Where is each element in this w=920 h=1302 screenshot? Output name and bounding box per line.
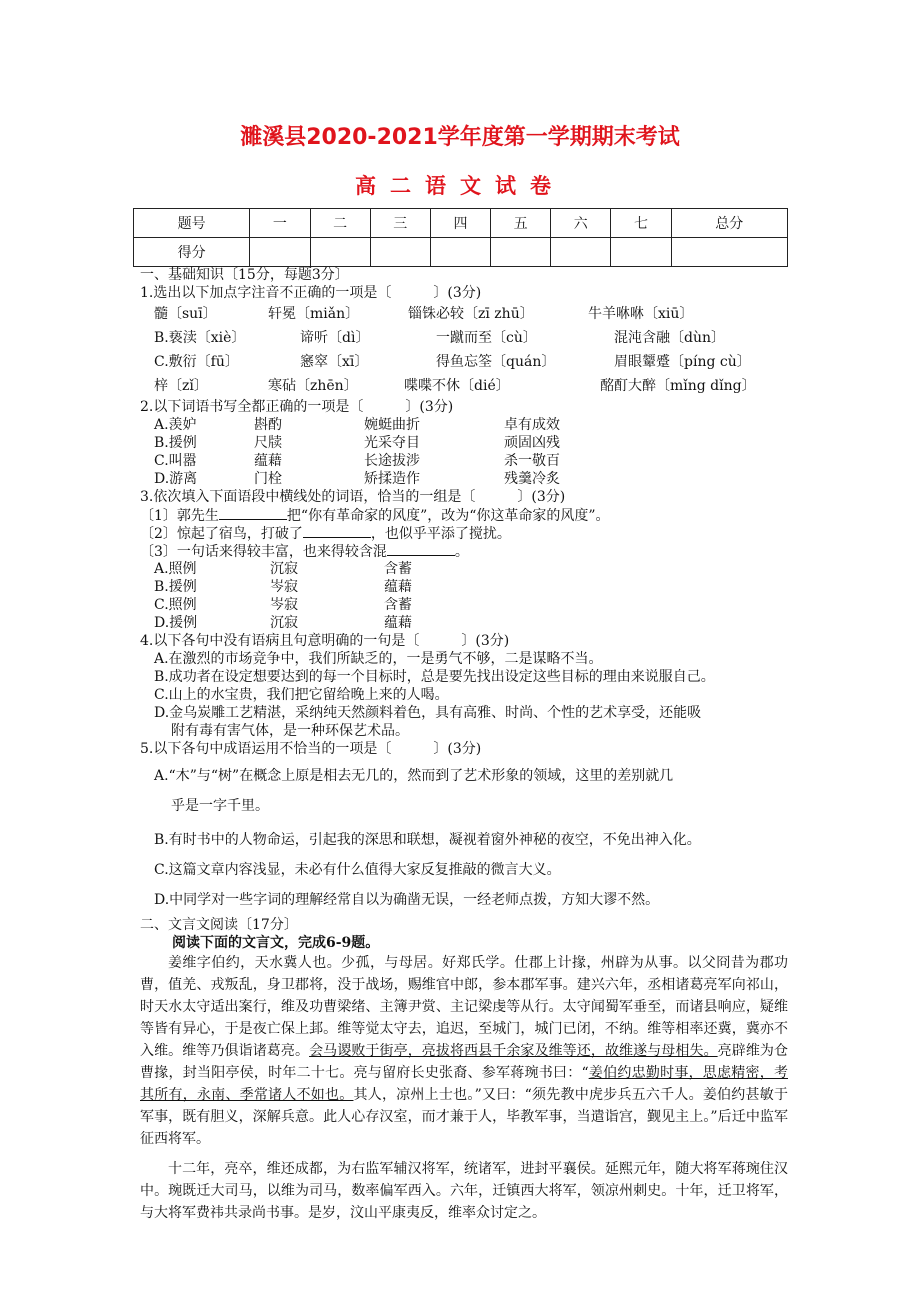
q2-word: 矫揉造作 (364, 471, 420, 487)
q3-option (140, 596, 788, 614)
q1-item: 谛听〔dì〕 (300, 330, 370, 346)
q1-line-b (140, 326, 788, 350)
q5-option-a: A.“木”与“树”在概念上原是相去无几的，然而到了艺术形象的领域，这里的差别就几 (154, 768, 674, 784)
question-stem: 3.依次填入下面语段中横线处的词语，恰当的一组是〔 〕(3分) (140, 489, 566, 505)
score-blank-cell[interactable] (310, 238, 370, 267)
score-table-score-row (134, 238, 788, 267)
q3-word: 蕴藉 (384, 579, 412, 595)
q2-word: 残羹冷炙 (504, 471, 560, 487)
section-heading: 一、基础知识〔15分，每题3分〕 (140, 267, 349, 283)
score-blank-cell[interactable] (551, 238, 611, 267)
q4-option-d-cont: 附有毒有害气体，是一种环保艺术品。 (171, 723, 409, 739)
score-blank-cell[interactable] (491, 238, 551, 267)
q2-word: 门栓 (254, 471, 282, 487)
score-blank-cell[interactable] (611, 238, 671, 267)
q3-word: 蕴藉 (384, 615, 412, 631)
q2-word: 长途拔涉 (364, 453, 420, 469)
score-blank-cell[interactable] (430, 238, 490, 267)
q2-word: 杀一敬百 (504, 453, 560, 469)
q3-text: ，也似乎平添了搅扰。 (370, 526, 511, 542)
score-blank-cell[interactable] (671, 238, 787, 267)
exam-title: 濉溪县2020-2021学年度第一学期期末考试 (240, 125, 680, 150)
passage-text: 其人，凉州上士也。”又曰：“须先教中虎步兵五六千人。姜伯约甚敏于军事，既有胆义，深解兵意。此人心存汉室，而才兼于人，毕教军事，当遣诣宫，觐见主上。”后迁中监军征西将军。 (140, 1087, 788, 1147)
q1-item: 眉眼颦蹙〔píng cù〕 (614, 354, 751, 370)
score-cell: 总分 (671, 209, 787, 238)
q2-word: C.叫嚣 (154, 453, 197, 469)
q5-option-d: D.中同学对一些字词的理解经常自以为确凿无误，一经老师点拨，方知大谬不然。 (154, 892, 660, 908)
q4-option-a: A.在激烈的市场竞争中，我们所缺乏的，一是勇气不够，二是谋略不当。 (154, 651, 603, 667)
question-stem: 1.选出以下加点字注音不正确的一项是〔 〕(3分) (140, 285, 482, 301)
score-cell: 七 (611, 209, 671, 238)
q3-text: 。 (454, 544, 469, 560)
q3-word: 含蓄 (384, 561, 412, 577)
q3-option (140, 614, 788, 632)
q3-text: 〔3〕一句话来得较丰富，也来得较含混 (140, 544, 387, 560)
q4-option-c: C.山上的水宝贵，我们把它留给晚上来的人喝。 (154, 687, 449, 703)
reading-instruction: 阅读下面的文言文，完成6-9题。 (172, 935, 380, 951)
q1-line-c (140, 350, 788, 374)
q1-item: 锱铢必较〔zī zhū〕 (408, 306, 534, 322)
q1-item: 牛羊咻咻〔xiū〕 (588, 306, 694, 322)
q1-item: 寒砧〔zhēn〕 (268, 378, 358, 394)
q2-word: 光采夺目 (364, 435, 420, 451)
q1-item: 梓〔zǐ〕 (154, 378, 208, 394)
score-cell: 六 (551, 209, 611, 238)
q2-word: D.游离 (154, 471, 198, 487)
score-table (133, 208, 788, 267)
score-cell: 二 (310, 209, 370, 238)
q3-word: C.照例 (154, 597, 197, 613)
fill-blank[interactable] (303, 524, 371, 538)
q2-word: 尺牍 (254, 435, 282, 451)
q1-item: 喋喋不休〔dié〕 (404, 378, 510, 394)
score-cell: 五 (491, 209, 551, 238)
q3-word: 岑寂 (270, 597, 298, 613)
q5-option-b: B.有时书中的人物命运，引起我的深思和联想，凝视着窗外神秘的夜空，不免出神入化。 (154, 832, 701, 848)
passage-paragraph-2: 十二年，亮卒，维还成都，为右监军辅汉将军，统诸军，进封平襄侯。延熙元年，随大将军蒋琬住汉中。琬既迁大司马，以维为司马，数率偏军西入。六年，迁镇西大将军，领凉州刺史。十年，迁卫将军，与大将军费祎共录尚书事。是岁，汶山平康夷反，维率众讨定之。 (140, 1161, 788, 1221)
passage-paragraph-1 (140, 952, 788, 1150)
q1-item: C.敷衍〔fū〕 (154, 354, 239, 370)
score-row-label: 得分 (134, 238, 250, 267)
q2-word: 蕴藉 (254, 453, 282, 469)
section-heading: 二、文言文阅读〔17分〕 (140, 917, 298, 933)
q3-sentence (140, 542, 788, 560)
q2-word: 斟酌 (254, 417, 282, 433)
q2-option (140, 434, 788, 452)
q3-word: A.照例 (154, 561, 197, 577)
q3-text: 〔1〕郭先生 (140, 508, 219, 524)
q2-option (140, 416, 788, 434)
q3-text: 把“你有革命家的风度”，改为“你这革命家的风度”。 (286, 508, 610, 524)
q2-word: B.援例 (154, 435, 197, 451)
q3-sentence (140, 506, 788, 524)
q5-option-a-cont: 乎是一字千里。 (171, 798, 269, 814)
exam-subtitle: 高二语文试卷 (355, 174, 565, 198)
q2-word: A.羡妒 (154, 417, 197, 433)
question-stem: 2.以下词语书写全都正确的一项是〔 〕(3分) (140, 399, 454, 415)
q1-item: 混沌含融〔dùn〕 (614, 330, 725, 346)
q3-word: 含蓄 (384, 597, 412, 613)
fill-blank[interactable] (219, 506, 287, 520)
underlined-sentence-1: 会马谡败于街亭，亮拔将西县千余家及维等还，故维遂与母相失。 (309, 1043, 718, 1059)
q3-text: 〔2〕惊起了宿鸟，打破了 (140, 526, 303, 542)
passage-text: 亮辟维为仓曹掾，封当阳亭侯，时年二十七。亮与留府长史张裔、参军蒋琬书曰：“ (140, 1043, 789, 1081)
q3-option (140, 560, 788, 578)
exam-content (140, 266, 788, 1224)
q2-word: 顽固凶残 (504, 435, 560, 451)
question-stem: 4.以下各句中没有语病且句意明确的一句是〔 〕(3分) (140, 633, 510, 649)
q1-item: 轩冕〔miǎn〕 (268, 306, 360, 322)
score-cell: 一 (250, 209, 310, 238)
q1-item: 髓〔suī〕 (154, 306, 217, 322)
score-blank-cell[interactable] (250, 238, 310, 267)
q2-option (140, 470, 788, 488)
q1-item: 得鱼忘筌〔quán〕 (436, 354, 556, 370)
fill-blank[interactable] (387, 542, 455, 556)
score-cell: 题号 (134, 209, 250, 238)
q3-word: 沉寂 (270, 561, 298, 577)
q1-item: 一蹴而至〔cù〕 (436, 330, 537, 346)
score-table-header-row (134, 209, 788, 238)
q1-item: B.亵渎〔xiè〕 (154, 330, 246, 346)
passage-text: 姜维字伯约，天水冀人也。少孤，与母居。好郑氏学。仕郡上计掾，州辟为从事。以父冏昔为郡功曹，值羌、戎叛乱，身卫郡将，没于战场，赐维官中郎，参本郡军事。建兴六年，丞相诸葛亮军向祁山，时天水太守适出案行，维及功曹梁绪、主簿尹赏、主记梁虔等从行。太守闻蜀军垂至，而诸县响应，疑维等皆有异心，于是夜亡保上邽。维等觉太守去，追迟，至城门，城门已闭，不纳。维等相率还冀，冀亦不入维。维等乃俱诣诸葛亮。 (140, 955, 788, 1059)
q3-word: 岑寂 (270, 579, 298, 595)
score-cell: 三 (370, 209, 430, 238)
q3-word: B.援例 (154, 579, 197, 595)
q3-word: 沉寂 (270, 615, 298, 631)
q3-option (140, 578, 788, 596)
q1-line-a (140, 302, 788, 326)
score-cell: 四 (430, 209, 490, 238)
q1-item: 酩酊大醉〔mǐng dǐng〕 (600, 378, 756, 394)
q2-word: 婉蜓曲折 (364, 417, 420, 433)
underlined-sentence-2: 姜伯约忠勤时事，思虑精密，考其所有，永南、季常诸人不如也。 (140, 1065, 789, 1103)
q3-word: D.援例 (154, 615, 198, 631)
q2-option (140, 452, 788, 470)
q4-option-d: D.金乌炭雕工艺精湛，采纳纯天然颜料着色，具有高雅、时尚、个性的艺术享受，还能吸 (154, 705, 702, 721)
q3-sentence (140, 524, 788, 542)
q2-word: 卓有成效 (504, 417, 560, 433)
q4-option-b: B.成功者在设定想要达到的每一个目标时，总是要先找出设定这些目标的理由来说服自己。 (154, 669, 715, 685)
q1-line-d (140, 374, 788, 398)
score-blank-cell[interactable] (370, 238, 430, 267)
q1-item: 窸窣〔xī〕 (300, 354, 369, 370)
question-stem: 5.以下各句中成语运用不恰当的一项是〔 〕(3分) (140, 741, 482, 757)
q5-option-c: C.这篇文章内容浅显，未必有什么值得大家反复推敲的微言大义。 (154, 862, 561, 878)
